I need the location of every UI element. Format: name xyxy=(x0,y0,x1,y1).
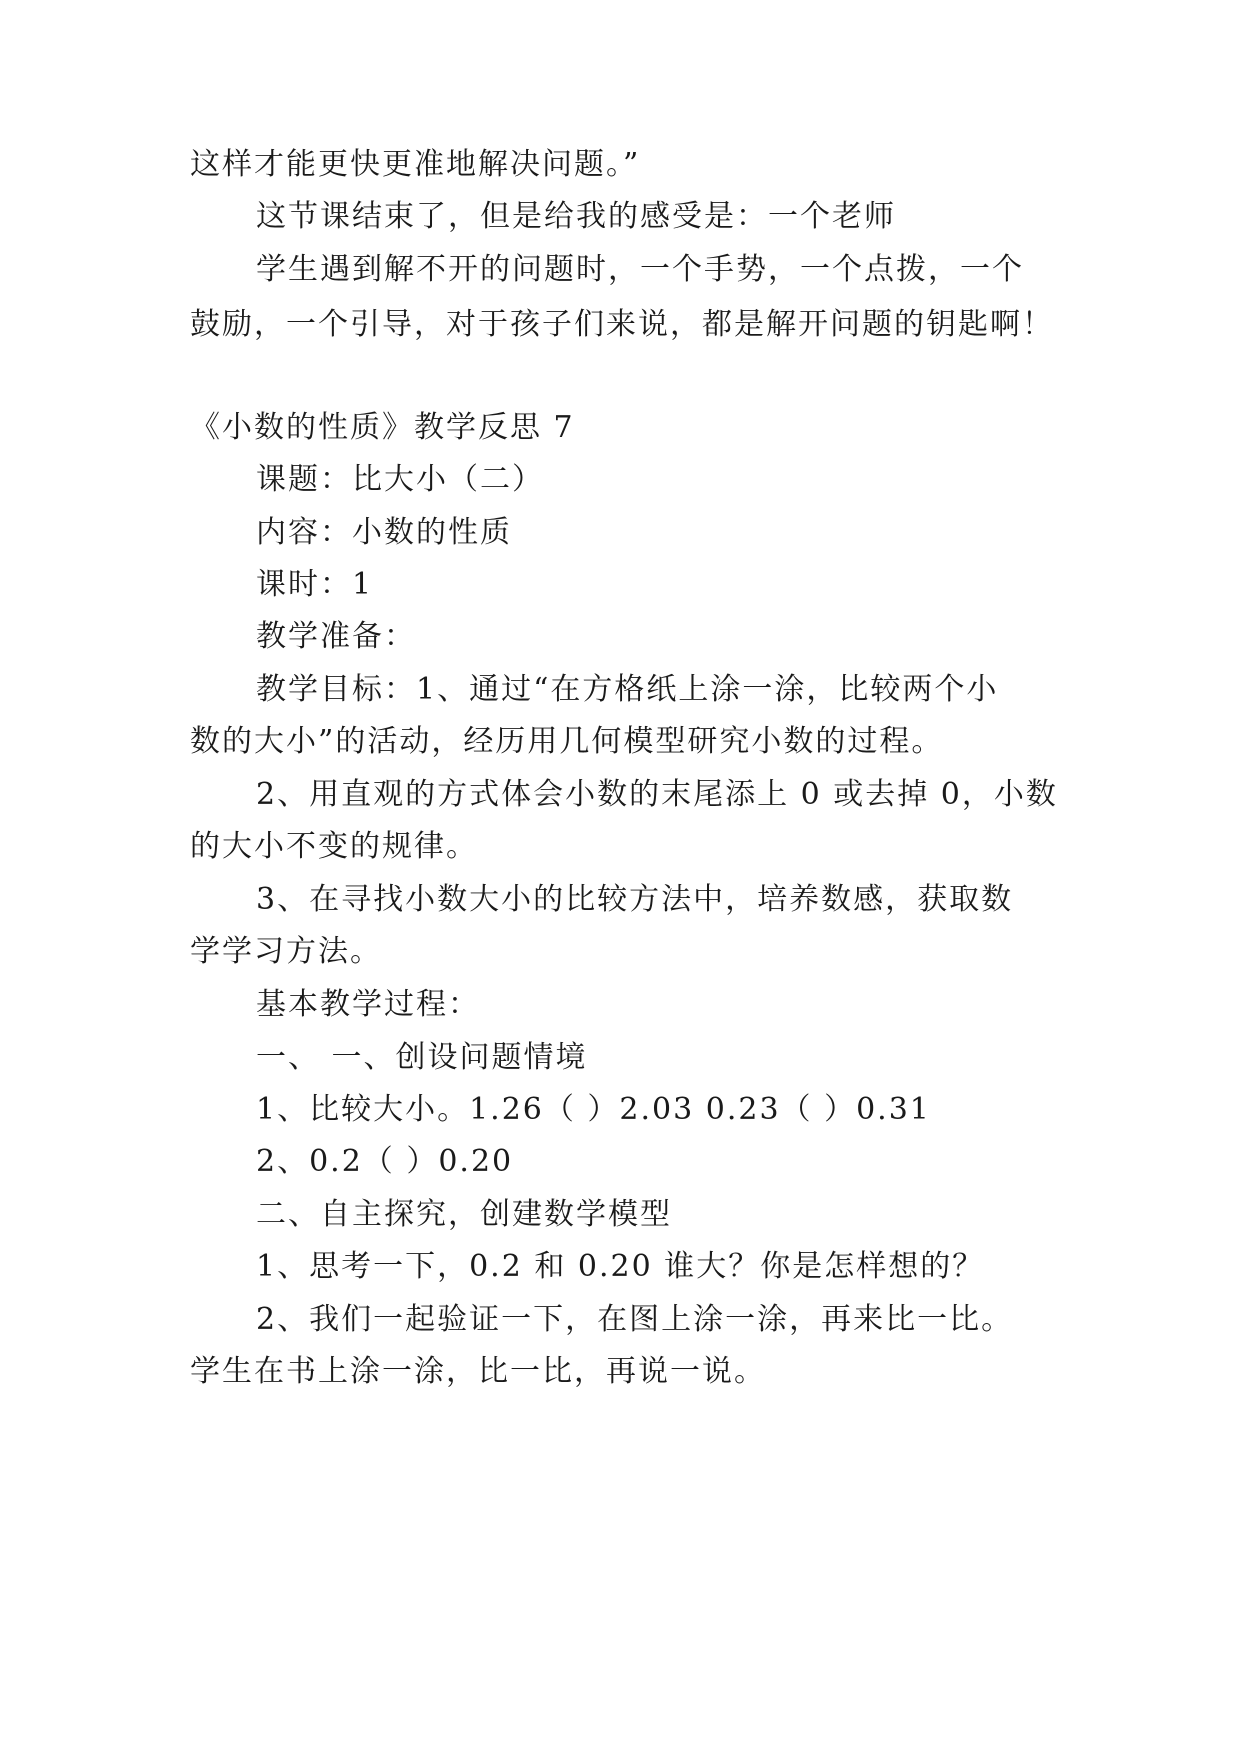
step-item: 1、比较大小。1.26（ ）2.03 0.23（ ）0.31 xyxy=(256,1092,931,1127)
paragraph-line: 这样才能更快更准地解决问题。” xyxy=(190,147,641,182)
step-item: 2、0.2（ ）0.20 xyxy=(256,1144,514,1179)
step-heading: 二、自主探究，创建数学模型 xyxy=(256,1197,672,1232)
step-item: 学生在书上涂一涂，比一比，再说一说。 xyxy=(190,1354,766,1389)
goal-line: 的大小不变的规律。 xyxy=(190,829,478,864)
content-line: 内容：小数的性质 xyxy=(256,515,512,550)
step-item: 2、我们一起验证一下，在图上涂一涂，再来比一比。 xyxy=(256,1302,1014,1337)
step-item: 1、思考一下，0.2 和 0.20 谁大？你是怎样想的？ xyxy=(256,1249,985,1284)
goal-line: 学学习方法。 xyxy=(190,934,382,969)
goal-line: 3、在寻找小数大小的比较方法中，培养数感，获取数 xyxy=(256,882,1014,917)
goal-line: 教学目标：1、通过“在方格纸上涂一涂，比较两个小 xyxy=(256,672,999,707)
paragraph-line: 鼓励，一个引导，对于孩子们来说，都是解开问题的钥匙啊！ xyxy=(190,307,1054,342)
class-hours-line: 课时：1 xyxy=(256,567,374,602)
paragraph-line: 学生遇到解不开的问题时，一个手势，一个点拨，一个 xyxy=(256,252,1024,287)
step-heading: 一、 一、创设问题情境 xyxy=(256,1040,588,1075)
section-title: 《小数的性质》教学反思 7 xyxy=(190,410,575,445)
topic-line: 课题：比大小（二） xyxy=(256,462,544,497)
preparation-line: 教学准备： xyxy=(256,619,416,654)
goal-line: 数的大小”的活动，经历用几何模型研究小数的过程。 xyxy=(190,724,944,759)
paragraph-line: 这节课结束了，但是给我的感受是：一个老师 xyxy=(256,199,896,234)
goal-line: 2、用直观的方式体会小数的末尾添上 0 或去掉 0，小数 xyxy=(256,777,1058,812)
process-heading: 基本教学过程： xyxy=(256,987,480,1022)
